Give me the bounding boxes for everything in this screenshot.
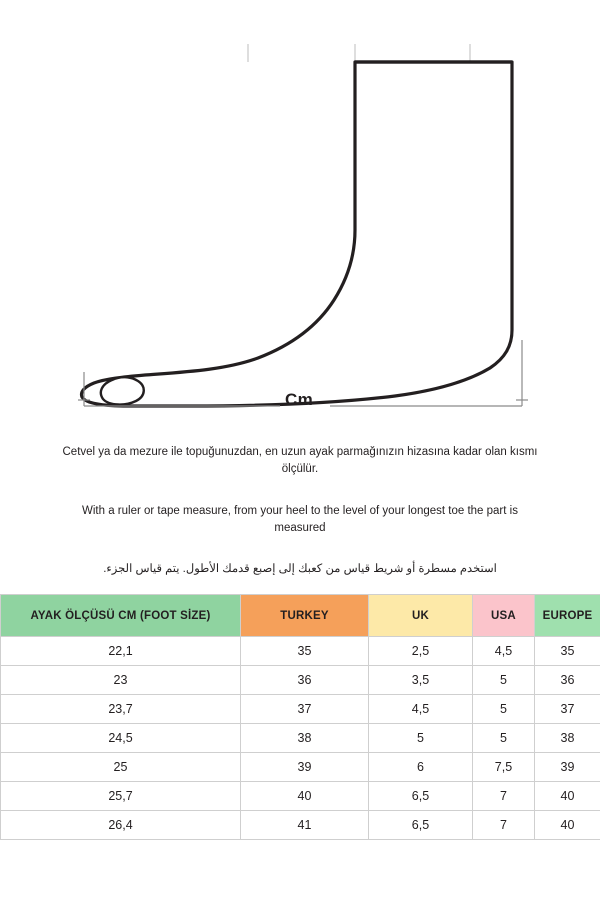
heel-detail — [101, 377, 144, 404]
cell-europe: 36 — [535, 666, 600, 695]
table-body — [1, 637, 600, 840]
cell-usa: 5 — [473, 724, 535, 753]
cell-usa: 5 — [473, 695, 535, 724]
column-header-europe: EUROPE — [535, 595, 600, 637]
cell-turkey: 36 — [241, 666, 369, 695]
table-row — [1, 811, 600, 840]
cell-foot-size: 24,5 — [1, 724, 241, 753]
guide-ticks — [248, 44, 470, 62]
column-header-turkey: TURKEY — [241, 595, 369, 637]
cell-uk: 6,5 — [369, 782, 473, 811]
table-row — [1, 753, 600, 782]
table-header-row — [1, 595, 600, 637]
cell-foot-size: 23 — [1, 666, 241, 695]
column-header-foot-size: AYAK ÖLÇÜSÜ CM (FOOT SİZE) — [1, 595, 241, 637]
column-header-usa: USA — [473, 595, 535, 637]
cell-uk: 4,5 — [369, 695, 473, 724]
cell-usa: 5 — [473, 666, 535, 695]
table-row — [1, 637, 600, 666]
foot-measurement-illustration — [0, 0, 600, 430]
table-row — [1, 666, 600, 695]
foot-outline — [82, 62, 513, 406]
instruction-turkish: Cetvel ya da mezure ile topuğunuzdan, en uzun ayak parmağınızın hizasına kadar olan kısmı ölçülür. — [62, 446, 538, 475]
cell-uk: 5 — [369, 724, 473, 753]
cell-foot-size: 25 — [1, 753, 241, 782]
instruction-english: With a ruler or tape measure, from your heel to the level of your longest toe the part is measured — [82, 505, 518, 535]
cell-europe: 35 — [535, 637, 600, 666]
cell-europe: 37 — [535, 695, 600, 724]
cell-uk: 3,5 — [369, 666, 473, 695]
table-header — [1, 595, 600, 637]
foot-diagram-svg — [0, 0, 600, 430]
cell-foot-size: 25,7 — [1, 782, 241, 811]
cell-uk: 2,5 — [369, 637, 473, 666]
cell-europe: 40 — [535, 811, 600, 840]
instruction-arabic: استخدم مسطرة أو شريط قياس من كعبك إلى إصبع قدمك الأطول. يتم قياس الجزء. — [103, 562, 497, 575]
table-row — [1, 695, 600, 724]
cell-usa: 7 — [473, 811, 535, 840]
instructions-block — [0, 430, 600, 578]
cell-foot-size: 22,1 — [1, 637, 241, 666]
size-conversion-table — [0, 594, 600, 840]
table-row — [1, 782, 600, 811]
cell-europe: 38 — [535, 724, 600, 753]
size-conversion-table-wrap — [0, 594, 600, 840]
cell-turkey: 37 — [241, 695, 369, 724]
table-row — [1, 724, 600, 753]
cm-measure-label: Cm — [285, 390, 313, 409]
cell-usa: 7 — [473, 782, 535, 811]
cell-turkey: 40 — [241, 782, 369, 811]
cell-foot-size: 26,4 — [1, 811, 241, 840]
cell-uk: 6,5 — [369, 811, 473, 840]
cell-turkey: 38 — [241, 724, 369, 753]
cell-europe: 39 — [535, 753, 600, 782]
cell-turkey: 39 — [241, 753, 369, 782]
cell-turkey: 35 — [241, 637, 369, 666]
cell-usa: 7,5 — [473, 753, 535, 782]
cell-usa: 4,5 — [473, 637, 535, 666]
cell-turkey: 41 — [241, 811, 369, 840]
cell-uk: 6 — [369, 753, 473, 782]
cell-foot-size: 23,7 — [1, 695, 241, 724]
column-header-uk: UK — [369, 595, 473, 637]
cell-europe: 40 — [535, 782, 600, 811]
